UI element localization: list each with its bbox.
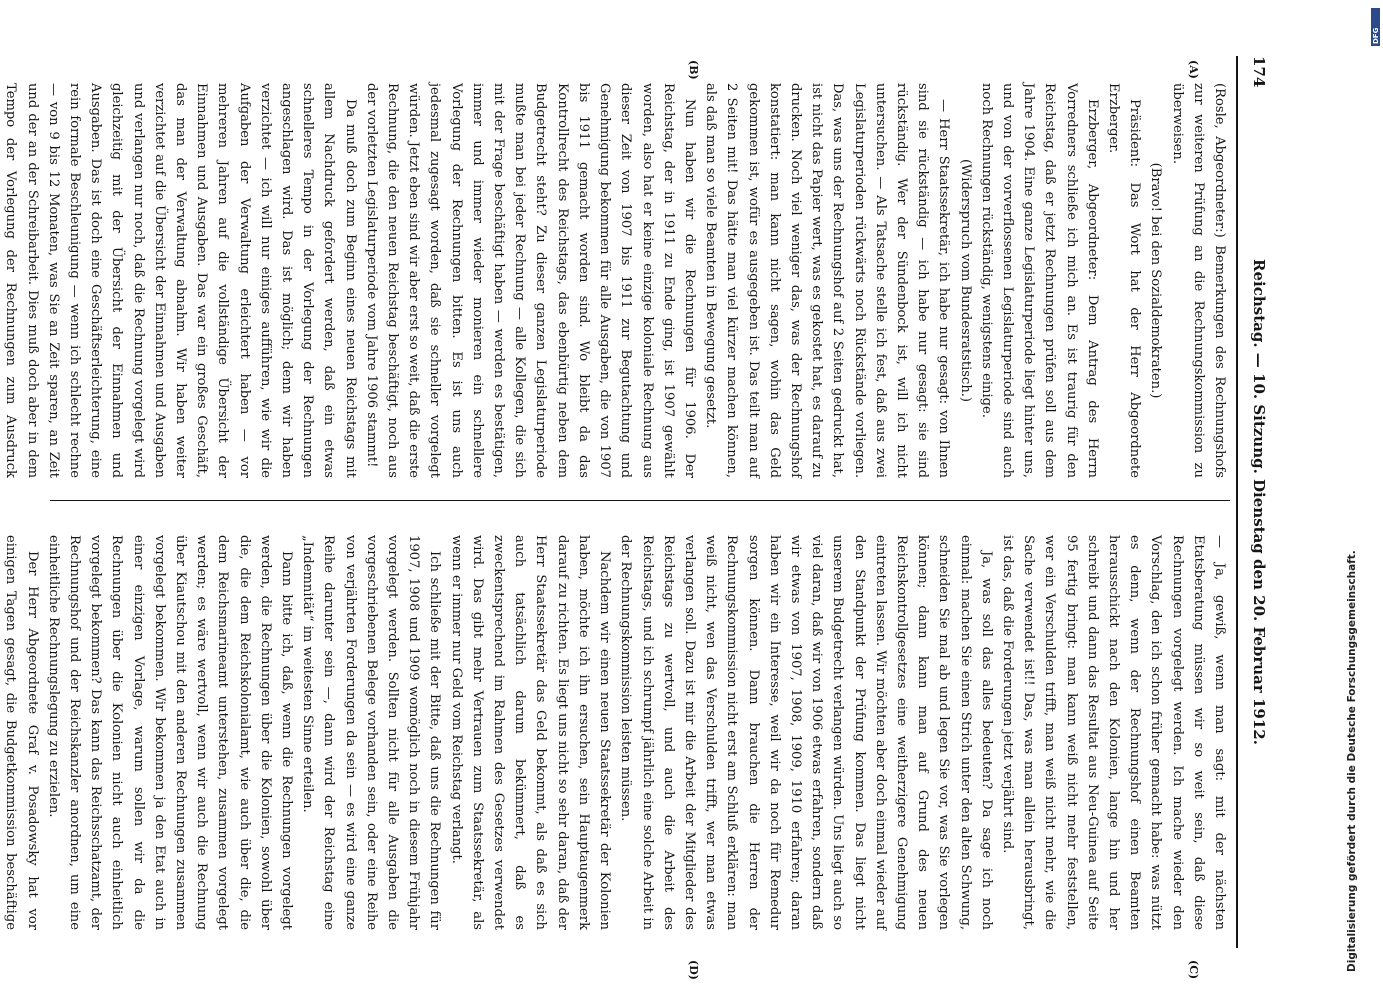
right-text-column [3, 535, 1230, 930]
paragraph: Nun haben wir die Rechnungen für 1906. Der Reichstag, der in 1911 zu Ende ging, ist 1907 gewählt worden, also hat er keine einzige koloniale Rechnung aus dieser Zeit von 1907 bis 1911 zur Begutachtung und Genehmigung bekommen für alle Ausgaben, die von 1907 bis 1911 gemacht worden sind. Wo bleibt da das Kontrollrecht des Reichstags, das ebenbürtig neben dem Budgetrecht steht? Zu dieser ganzen Legislaturperiode mußte man bei jeder Rechnung — alle Kollegen, die sich mit der Frage beschäftigt haben — werden es bestätigen, immer und immer wieder monieren ein schnellere Vorlegung der Rechnungen bitten. Es ist uns auch jedesmal zugesagt worden, daß sie schneller vorgelegt würden. Jetzt eben sind wir aber erst so weit, daß die erste Rechnung, die den neuen Reichstag beschäftigt, noch aus der vorletzten Legislaturperiode vom Jahre 1906 stammt! [363, 83, 697, 478]
paragraph: Ich schließe mit der Bitte, daß uns die Rechnungen für 1907, 1908 und 1909 womöglich noch in diesem Frühjahr vorgelegt werden. Sollten nicht für alle Ausgaben die vorgeschriebenen Belege vorhanden sein, oder eine Reihe von verjährten Forderungen da sein — es wird eine ganze Reihe darunter sein —, dann wird der Reichstag eine „Indemnität“ im weitesten Sinne erteilen. [300, 535, 443, 930]
digitization-credit-text: Digitalisierung gefördert durch die Deutsche Forschungsgemeinschaft. [1346, 550, 1358, 972]
column-divider [50, 500, 1230, 501]
paragraph: — Herr Staatssekretär, ich habe nur gesagt: von Ihnen sind sie rückständig — ich habe nur gesagt: sie sind rückständig. Wer der Sündenbock ist, will ich nicht untersuchen. — Als Tatsache stelle ich fest, daß aus zwei Legislaturperioden rückwärts noch Rückstände vorliegen. Das, was uns der Rechnungshof auf 2 Seiten gedruckt hat, ist nicht das Papier wert, was es gekostet hat, es darauf zu drucken. Noch viel weniger das, was der Rechnungshof konstatiert: man kann nicht sagen, wohin das Geld gekommen ist, wofür es ausgegeben ist. Das teilt man auf 2 Seiten mit! Das hätte man viel kürzer machen können, als daß man so viele Beamten in Bewegung gesetzt. [703, 83, 952, 478]
paragraph: (Rosle, Abgeordneter:) Bemerkungen des Rechnungshofs zur weiteren Prüfung an die Rechnungskommission zu überweisen. [1169, 83, 1227, 478]
paragraph: Erzberger, Abgeordneter: Dem Antrag des Herrn Vorredners schließe ich mich an. Es ist traurig für den Reichstag, daß er jetzt Rechnungen prüfen soll aus dem Jahre 1904. Eine ganze Legislaturperiode liegt hinter uns, und von der vorverflossenen Legislaturperiode sind auch noch Rechnungen rückständig, wenigstens einige. [978, 83, 1100, 478]
paragraph: Präsident: Das Wort hat der Herr Abgeordnete Erzberger. [1105, 83, 1143, 478]
paragraph: — Ja, gewiß, wenn man sagt: mit der nächsten Etatsberatung müssen wir so weit sein, daß diese Rechnungen vorgelegt werden. Ich mache wieder den Vorschlag, den ich schon früher gemacht habe: was nützt es denn, wenn der Rechnungshof einen Beamten herausschickt nach den Kolonien, lange hin und her schreibt und dann das Resultat aus Neu-Guinea auf Seite 95 fertig bringt: man kann weiß nicht mehr feststellen, wer ein Verschulden trifft, man weiß nicht mehr, wie die Sache verwendet ist!! Das, was man allein herausbringt, ist das, daß die Forderungen jetzt verjährt sind. [999, 535, 1227, 930]
interjection: (Bravo! bei den Sozialdemokraten.) [1148, 162, 1164, 399]
left-text-column [3, 83, 1230, 478]
paragraph: Nachdem wir einen neuen Staatssekretär der Kolonien haben, möchte ich ihn ersuchen, sein Hauptaugenmerk darauf zu richten. Es liegt uns nicht so sehr daran, daß der Herr Staatssekretär das Geld bekommt, als daß es sich auch tatsächlich darum bekümmert, daß es zweckentsprechend im Rahmen des Gesetzes verwendet wird. Das gibt mehr Vertrauen zum Staatssekretär, als wenn er immer nur Geld vom Reichstag verlangt. [448, 535, 613, 930]
dfg-logo [1371, 8, 1380, 46]
page-header [1238, 56, 1268, 948]
page-number: 174 [1250, 56, 1268, 88]
dfg-logo-text: DFG [1372, 27, 1380, 44]
margin-marker-d: (D) [687, 960, 700, 980]
margin-marker-b: (B) [687, 60, 700, 80]
running-title: Reichstag. — 10. Sitzung. Dienstag den 20. Februar 1912. [1250, 259, 1268, 745]
paragraph: Ja, was soll das alles bedeuten? Da sage ich noch einmal: machen Sie einen Strich unter den alten Schwung, schneiden Sie mal ab und legen Sie vor, was Sie vorlegen können; dann kann man auf Grund des neuen Reichskontrollgesetzes eine weitherzigere Genehmigung eintreten lassen. Wir möchten aber doch einmal wieder auf den Standpunkt der Prüfung kommen. Das liegt nicht unserem Budgetrecht verlangen würden. Uns liegt auch so viel daran, daß wir von 1906 etwas erfahren, sondern daß wir etwas von 1907, 1908, 1909, 1910 erfahren; daran haben wir ein Interesse, weil wir da noch für Remedur sorgen können. Dann brauchen die Herren der Rechnungskommission nicht erst am Schluß erklären: man weiß nicht, wen das Verschulden trifft, wer man etwas verlangen soll. Dazu ist mir die Arbeit der Mitglieder des Reichstags zu wertvoll, und auch die Arbeit des Reichstags, und ich schrumpf jährlich eine solche Arbeit in der Rechnungskommission leisten müssen. [618, 535, 994, 930]
paragraph: Da muß doch zum Beginn eines neuen Reichstags mit allem Nachdruck gefordert werden, daß ein etwas schnelleres Tempo in der Vorlegung der Rechnungen angeschlagen wird. Das ist möglich; denn wir haben verzichtet — ich will nur einiges aufführen, wie wir die Aufgaben der Verwaltung erleichtert haben — vor mehreren Jahren auf die vollständige Übersicht der Einnahmen und Ausgaben. Das war ein großes Geschäft, das man der Verwaltung abnahm. Wir haben weiter verzichtet auf die Übersicht der Einnahmen und Ausgaben und verlangen nur noch, daß die Rechnung vorgelegt wird gleichzeitig mit der Übersicht der Einnahmen und Ausgaben. Das ist doch eine Geschäftserleichterung, eine rein formale Beschleunigung — wenn ich schlecht rechne — von 9 bis 12 Monaten, was Sie an Zeit sparen, an Zeit und der an der Schreibarbeit. Dies muß doch aber in dem Tempo der Vorlegung der Rechnungen zum Ausdruck [3, 83, 358, 478]
paragraph: Dann bitte ich, daß, wenn die Rechnungen vorgelegt werden, die Rechnungen über die Kolonien, sowohl über die, die dem Reichskolonialamt, wie auch über die, die dem Reichsmarineamt unterstehen, zusammen vorgelegt werden; es wäre wertvoll, wenn wir auch die Rechnung über Kiautschou mit den anderen Rechnungen zusammen vorgelegt bekommen. Wir bekommen ja den Etat auch in einer einzigen Vorlage, warum sollen wir da die Rechnungen über die Kolonien nicht auch einheitlich vorgelegt bekommen? Das kann das Reichsschatzamt, der Rechnungshof und der Reichskanzler anordnen, um eine einheitliche Rechnungslegung zu erzielen. [45, 535, 295, 930]
header-rule [1236, 56, 1238, 948]
paragraph: Der Herr Abgeordnete Graf v. Posadowsky hat vor einigen Tagen gesagt, die Budgetkommission beschäftige [3, 535, 40, 930]
margin-marker-a: (A) [1187, 60, 1200, 79]
interjection: (Widerspruch vom Bundesratstisch.) [957, 158, 973, 403]
margin-marker-c: (C) [1187, 960, 1200, 980]
